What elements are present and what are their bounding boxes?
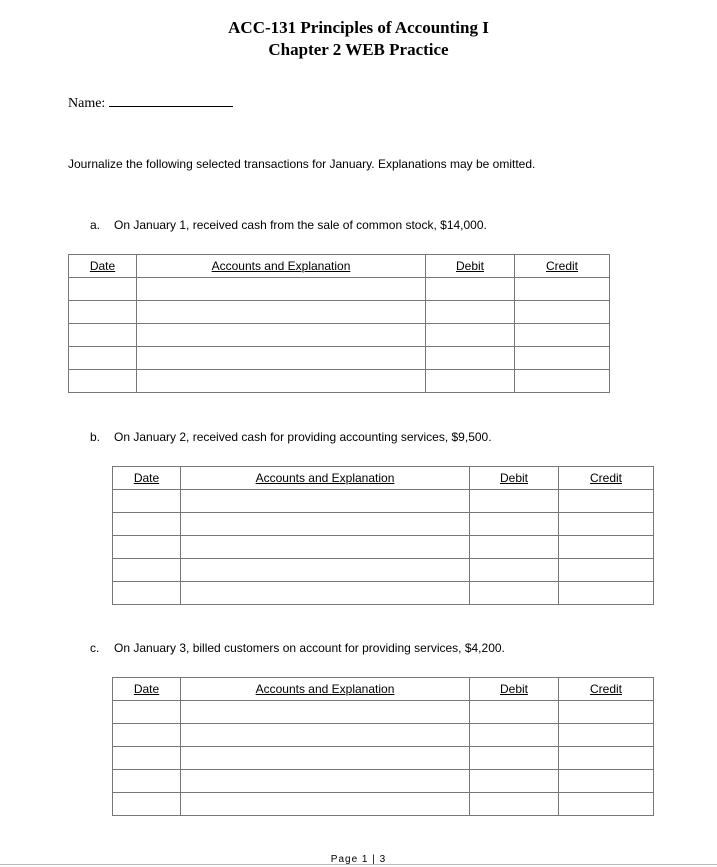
name-label: Name:	[68, 96, 106, 111]
debit-cell[interactable]	[426, 301, 515, 324]
account-cell[interactable]	[181, 701, 470, 724]
transaction-text: On January 1, received cash from the sale of common stock, $14,000.	[114, 218, 487, 232]
worksheet-subtitle: Chapter 2 WEB Practice	[268, 40, 449, 59]
column-header-debit: Debit	[426, 255, 515, 278]
debit-cell[interactable]	[470, 513, 559, 536]
journal-entry-row	[69, 347, 610, 370]
credit-cell[interactable]	[515, 301, 610, 324]
transaction-letter: a.	[90, 218, 101, 232]
journal-entry-row	[113, 724, 654, 747]
account-cell[interactable]	[181, 490, 470, 513]
debit-cell[interactable]	[470, 536, 559, 559]
credit-cell[interactable]	[559, 582, 654, 605]
transaction-letter: b.	[90, 430, 101, 444]
date-cell[interactable]	[113, 724, 181, 747]
debit-cell[interactable]	[426, 347, 515, 370]
account-cell[interactable]	[137, 301, 426, 324]
transaction-text: On January 2, received cash for providing accounting services, $9,500.	[114, 430, 492, 444]
journal-header-row	[113, 678, 654, 701]
journal-entry-row	[113, 513, 654, 536]
column-header-date: Date	[69, 255, 137, 278]
date-cell[interactable]	[113, 770, 181, 793]
credit-cell[interactable]	[559, 701, 654, 724]
account-cell[interactable]	[181, 536, 470, 559]
debit-cell[interactable]	[470, 793, 559, 816]
date-cell[interactable]	[113, 536, 181, 559]
page-footer: Page 1 | 3	[330, 854, 387, 864]
journal-entry-row	[69, 324, 610, 347]
debit-cell[interactable]	[470, 701, 559, 724]
credit-cell[interactable]	[559, 490, 654, 513]
credit-cell[interactable]	[559, 513, 654, 536]
journal-table-b	[112, 466, 654, 605]
column-header-debit: Debit	[470, 678, 559, 701]
account-cell[interactable]	[181, 513, 470, 536]
date-cell[interactable]	[69, 347, 137, 370]
account-cell[interactable]	[181, 559, 470, 582]
journal-entry-row	[113, 582, 654, 605]
debit-cell[interactable]	[470, 747, 559, 770]
date-cell[interactable]	[113, 747, 181, 770]
column-header-date: Date	[113, 467, 181, 490]
journal-entry-row	[113, 559, 654, 582]
date-cell[interactable]	[69, 324, 137, 347]
name-blank-line[interactable]	[109, 96, 233, 107]
transaction-letter: c.	[90, 641, 100, 655]
journal-entry-row	[113, 793, 654, 816]
journal-entry-row	[113, 770, 654, 793]
date-cell[interactable]	[69, 278, 137, 301]
journal-entry-row	[113, 701, 654, 724]
journal-header-row	[69, 255, 610, 278]
transaction-text: On January 3, billed customers on account for providing services, $4,200.	[114, 641, 505, 655]
debit-cell[interactable]	[426, 278, 515, 301]
column-header-credit: Credit	[515, 255, 610, 278]
credit-cell[interactable]	[559, 724, 654, 747]
date-cell[interactable]	[113, 793, 181, 816]
credit-cell[interactable]	[515, 347, 610, 370]
page-divider	[0, 864, 717, 865]
name-field	[68, 96, 233, 112]
instructions: Journalize the following selected transactions for January. Explanations may be omitted.	[68, 157, 536, 171]
account-cell[interactable]	[181, 770, 470, 793]
journal-entry-row	[113, 747, 654, 770]
worksheet-title: ACC-131 Principles of Accounting I	[228, 18, 489, 37]
credit-cell[interactable]	[559, 747, 654, 770]
date-cell[interactable]	[113, 490, 181, 513]
column-header-debit: Debit	[470, 467, 559, 490]
column-header-credit: Credit	[559, 678, 654, 701]
account-cell[interactable]	[137, 347, 426, 370]
journal-header-row	[113, 467, 654, 490]
journal-entry-row	[113, 536, 654, 559]
journal-entry-row	[69, 370, 610, 393]
debit-cell[interactable]	[426, 324, 515, 347]
account-cell[interactable]	[137, 324, 426, 347]
debit-cell[interactable]	[426, 370, 515, 393]
account-cell[interactable]	[181, 582, 470, 605]
account-cell[interactable]	[137, 278, 426, 301]
transaction-b	[90, 430, 492, 444]
debit-cell[interactable]	[470, 582, 559, 605]
transaction-c	[90, 641, 505, 655]
date-cell[interactable]	[69, 301, 137, 324]
credit-cell[interactable]	[515, 324, 610, 347]
date-cell[interactable]	[69, 370, 137, 393]
credit-cell[interactable]	[515, 278, 610, 301]
date-cell[interactable]	[113, 582, 181, 605]
column-header-credit: Credit	[559, 467, 654, 490]
journal-entry-row	[69, 278, 610, 301]
account-cell[interactable]	[137, 370, 426, 393]
transaction-a	[90, 218, 487, 232]
column-header-accounts: Accounts and Explanation	[181, 678, 470, 701]
journal-table-c	[112, 677, 654, 816]
credit-cell[interactable]	[559, 770, 654, 793]
column-header-accounts: Accounts and Explanation	[181, 467, 470, 490]
debit-cell[interactable]	[470, 490, 559, 513]
date-cell[interactable]	[113, 559, 181, 582]
credit-cell[interactable]	[559, 559, 654, 582]
account-cell[interactable]	[181, 747, 470, 770]
account-cell[interactable]	[181, 724, 470, 747]
journal-entry-row	[113, 490, 654, 513]
debit-cell[interactable]	[470, 559, 559, 582]
credit-cell[interactable]	[515, 370, 610, 393]
credit-cell[interactable]	[559, 536, 654, 559]
column-header-date: Date	[113, 678, 181, 701]
debit-cell[interactable]	[470, 724, 559, 747]
credit-cell[interactable]	[559, 793, 654, 816]
date-cell[interactable]	[113, 513, 181, 536]
journal-table-a	[68, 254, 610, 393]
journal-entry-row	[69, 301, 610, 324]
column-header-accounts: Accounts and Explanation	[137, 255, 426, 278]
account-cell[interactable]	[181, 793, 470, 816]
date-cell[interactable]	[113, 701, 181, 724]
debit-cell[interactable]	[470, 770, 559, 793]
